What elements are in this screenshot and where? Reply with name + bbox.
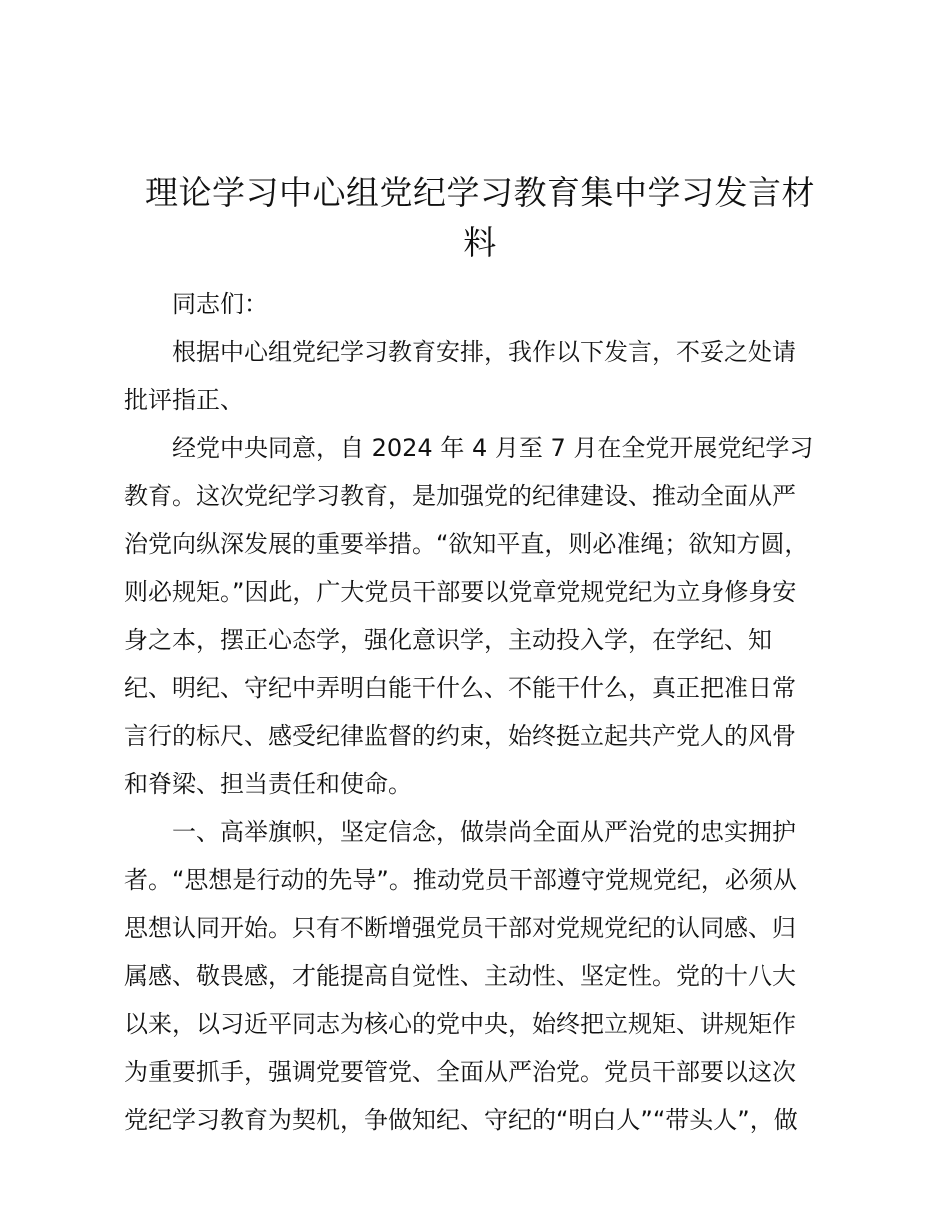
- paragraph-line: 身之本，摆正心态学，强化意识学，主动投入学，在学纪、知: [124, 626, 772, 654]
- paragraph-line: 思想认同开始。只有不断增强党员干部对党规党纪的认同感、归: [124, 914, 796, 942]
- paragraph-line: 批评指正、: [124, 386, 244, 414]
- salutation: 同志们：: [172, 290, 268, 318]
- section-heading-line: 一、高举旗帜，坚定信念，做崇尚全面从严治党的忠实拥护: [172, 818, 796, 846]
- paragraph-line: 治党向纵深发展的重要举措。“欲知平直，则必准绳；欲知方圆，: [124, 530, 809, 558]
- paragraph-line: 言行的标尺、感受纪律监督的约束，始终挺立起共产党人的风骨: [124, 722, 796, 750]
- paragraph-line: 纪、明纪、守纪中弄明白能干什么、不能干什么，真正把准日常: [124, 674, 796, 702]
- paragraph-line: 根据中心组党纪学习教育安排，我作以下发言，不妥之处请: [172, 338, 796, 366]
- paragraph-line: 党纪学习教育为契机，争做知纪、守纪的“明白人”“带头人”，做: [124, 1106, 798, 1134]
- paragraph-line: 和脊梁、担当责任和使命。: [124, 770, 412, 798]
- paragraph-line: 者。“思想是行动的先导”。推动党员干部遵守党规党纪，必须从: [124, 866, 797, 894]
- title-line: 理论学习中心组党纪学习教育集中学习发言材: [145, 173, 815, 212]
- paragraph-line: 以来，以习近平同志为核心的党中央，始终把立规矩、讲规矩作: [124, 1010, 796, 1038]
- document-body: [124, 280, 838, 1144]
- paragraph-line: 则必规矩。”因此，广大党员干部要以党章党规党纪为立身修身安: [124, 578, 797, 606]
- paragraph-line: 属感、敬畏感，才能提高自觉性、主动性、坚定性。党的十八大: [124, 962, 796, 990]
- title-line: 料: [463, 223, 497, 262]
- paragraph-line: 经党中央同意，自 2024 年 4 月至 7 月在全党开展党纪学习: [172, 434, 814, 462]
- paragraph-line: 教育。这次党纪学习教育，是加强党的纪律建设、推动全面从严: [124, 482, 796, 510]
- paragraph-line: 为重要抓手，强调党要管党、全面从严治党。党员干部要以这次: [124, 1058, 796, 1086]
- document-title: [125, 168, 835, 268]
